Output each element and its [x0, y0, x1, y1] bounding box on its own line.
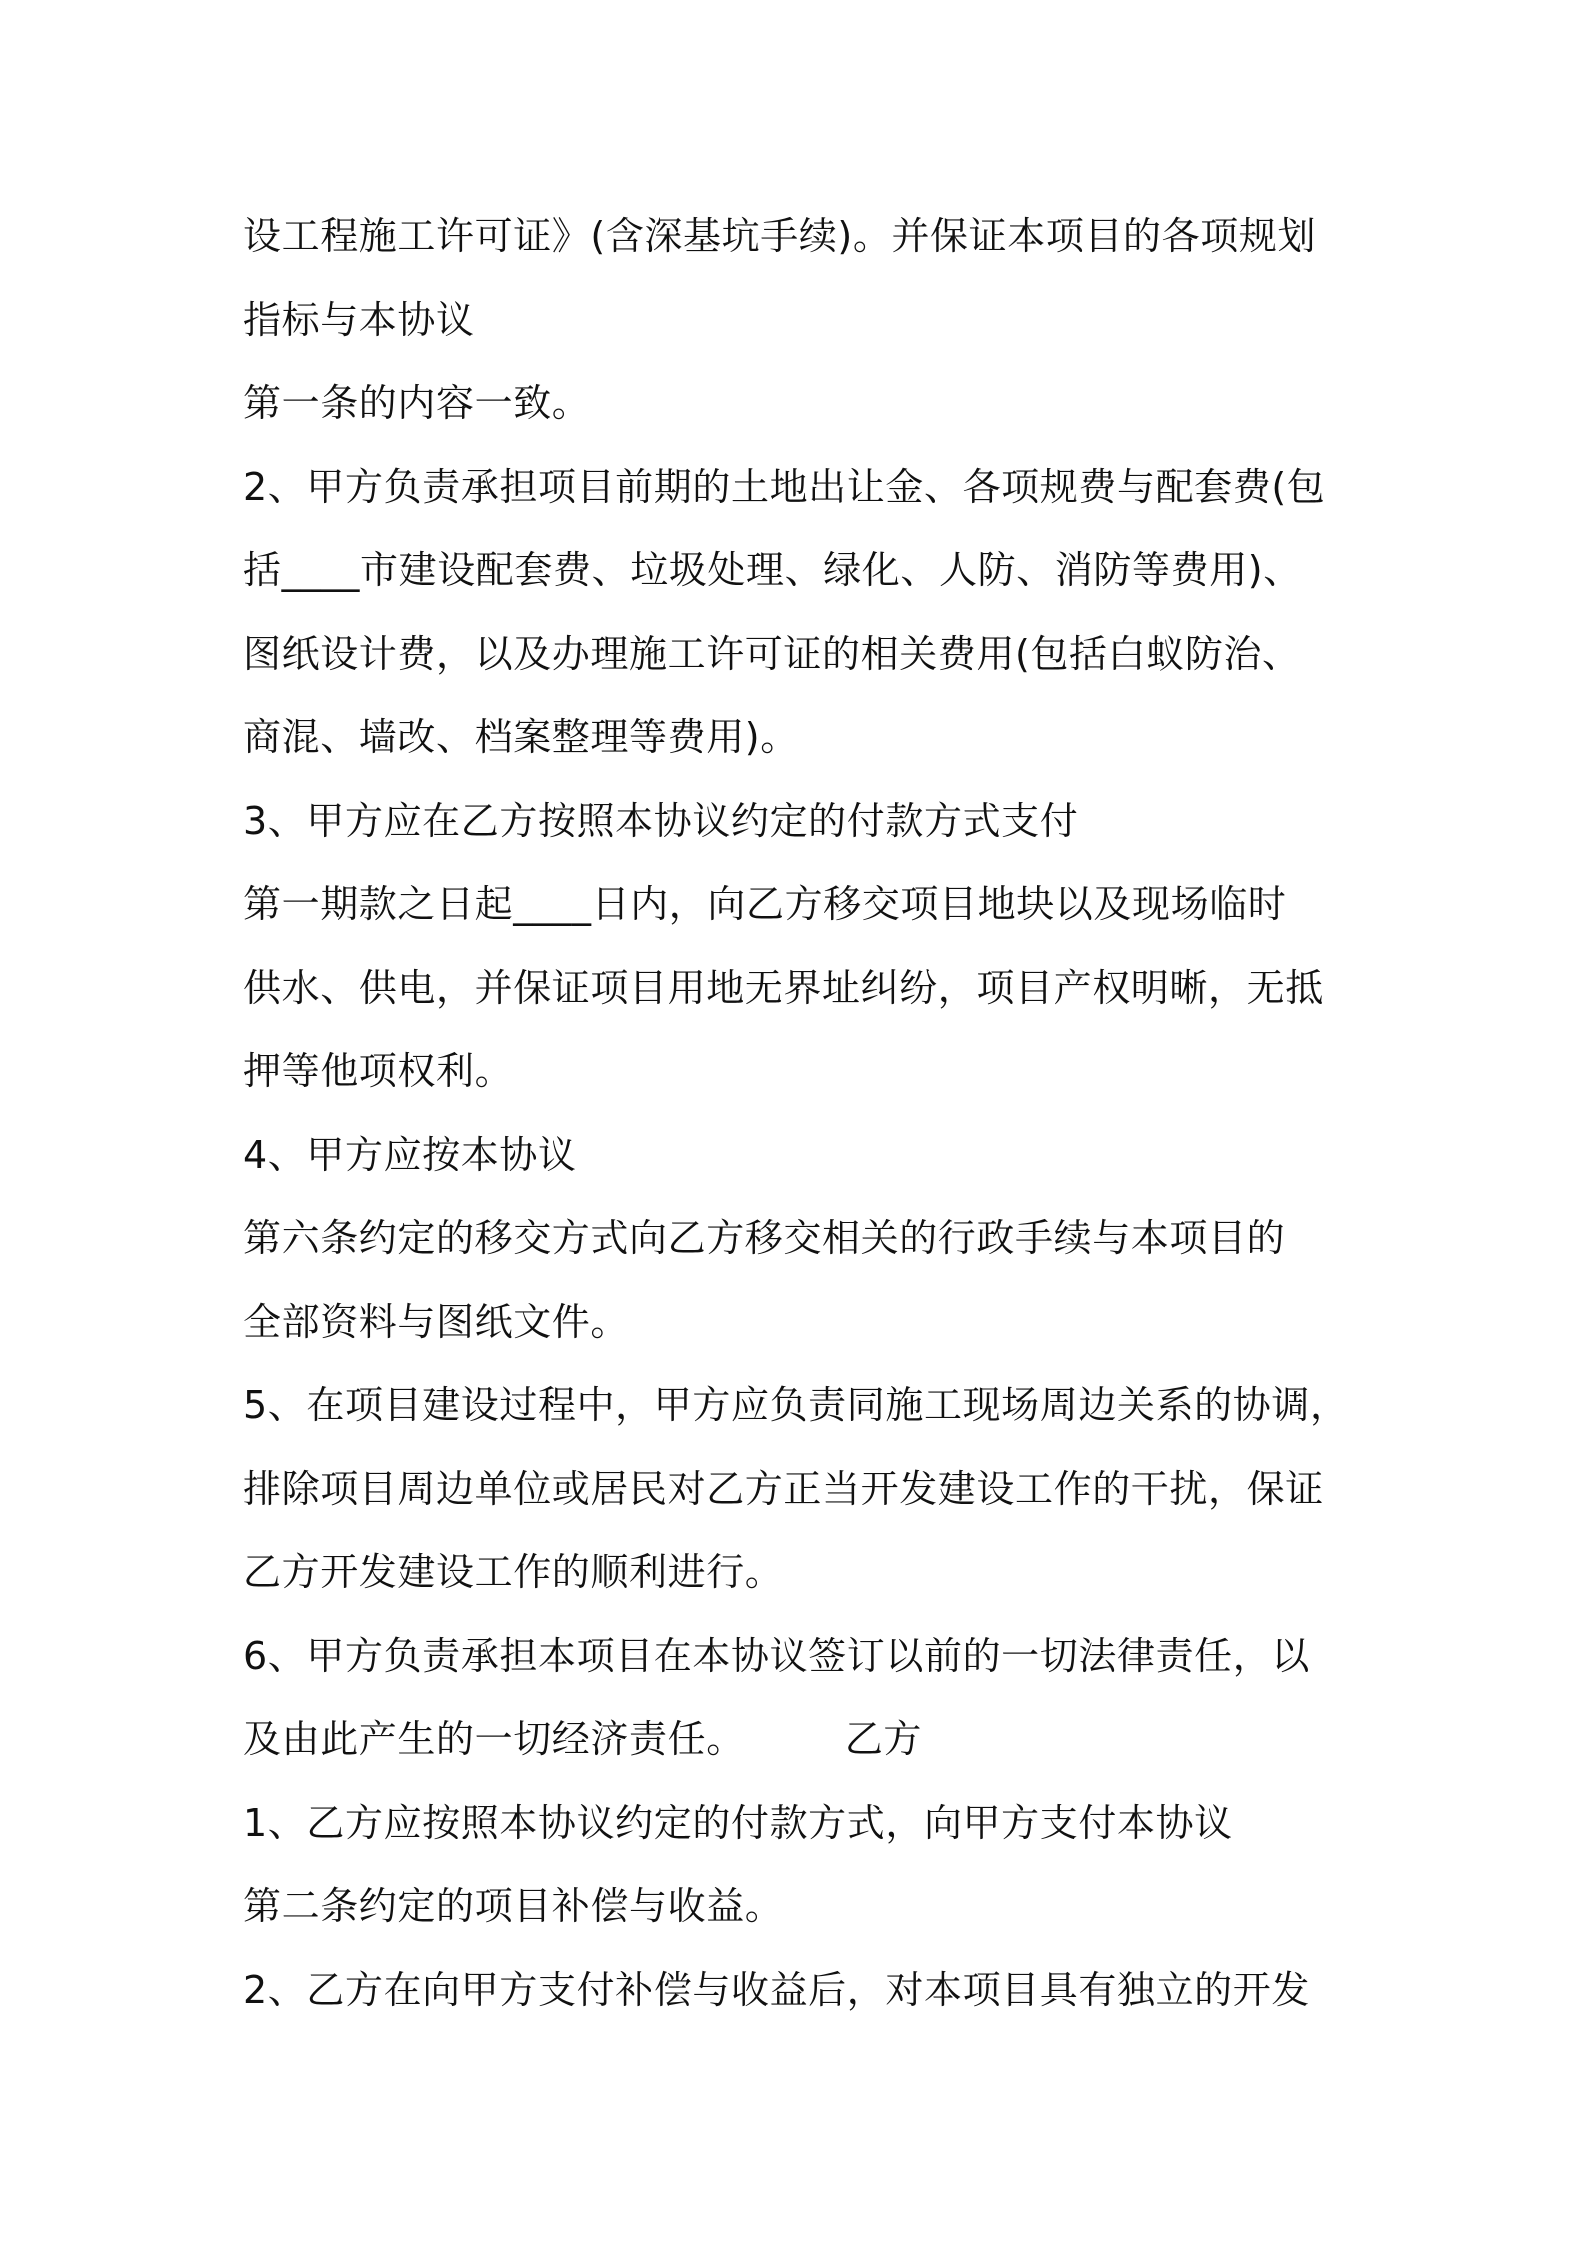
text-line: 押等他项权利。: [243, 1049, 514, 1093]
text-line: 商混、墙改、档案整理等费用)。: [243, 715, 799, 759]
text-line: 供水、供电，并保证项目用地无界址纠纷，项目产权明晰，无抵: [243, 965, 1324, 1010]
text-line: 及由此产生的一切经济责任。: [243, 1717, 745, 1761]
text-line: 图纸设计费，以及办理施工许可证的相关费用(包括白蚁防治、: [243, 631, 1301, 676]
text-line: 设工程施工许可证》(含深基坑手续)。并保证本项目的各项规划: [243, 214, 1317, 258]
text-line: 全部资料与图纸文件。: [243, 1299, 630, 1344]
text-line: 括____市建设配套费、垃圾处理、绿化、人防、消防等费用)、: [243, 548, 1302, 592]
text-line: 3、甲方应在乙方按照本协议约定的付款方式支付: [243, 798, 1079, 843]
text-line: 第六条约定的移交方式向乙方移交相关的行政手续与本项目的: [243, 1216, 1286, 1260]
text-line-with-heading: [243, 1698, 1383, 1782]
text-line: 第一条的内容一致。: [243, 381, 591, 425]
text-line: 2、乙方在向甲方支付补偿与收益后，对本项目具有独立的开发: [243, 1967, 1310, 2012]
text-line: 第一期款之日起____日内，向乙方移交项目地块以及现场临时: [243, 882, 1287, 926]
text-line: 6、甲方负责承担本项目在本协议签订以前的一切法律责任，以: [243, 1633, 1310, 1678]
text-line: 2、甲方负责承担项目前期的土地出让金、各项规费与配套费(包: [243, 464, 1326, 509]
text-line: 4、甲方应按本协议: [243, 1132, 577, 1177]
document-body: [243, 195, 1383, 2032]
text-line: 乙方开发建设工作的顺利进行。: [243, 1550, 784, 1594]
text-line: 1、乙方应按照本协议约定的付款方式，向甲方支付本协议: [243, 1800, 1233, 1845]
text-line: 排除项目周边单位或居民对乙方正当开发建设工作的干扰，保证: [243, 1466, 1324, 1511]
text-line: 指标与本协议: [243, 297, 475, 342]
text-line: 5、在项目建设过程中，甲方应负责同施工现场周边关系的协调，: [243, 1383, 1349, 1427]
section-heading: 乙方: [844, 1717, 923, 1761]
text-line: 第二条约定的项目补偿与收益。: [243, 1884, 784, 1928]
